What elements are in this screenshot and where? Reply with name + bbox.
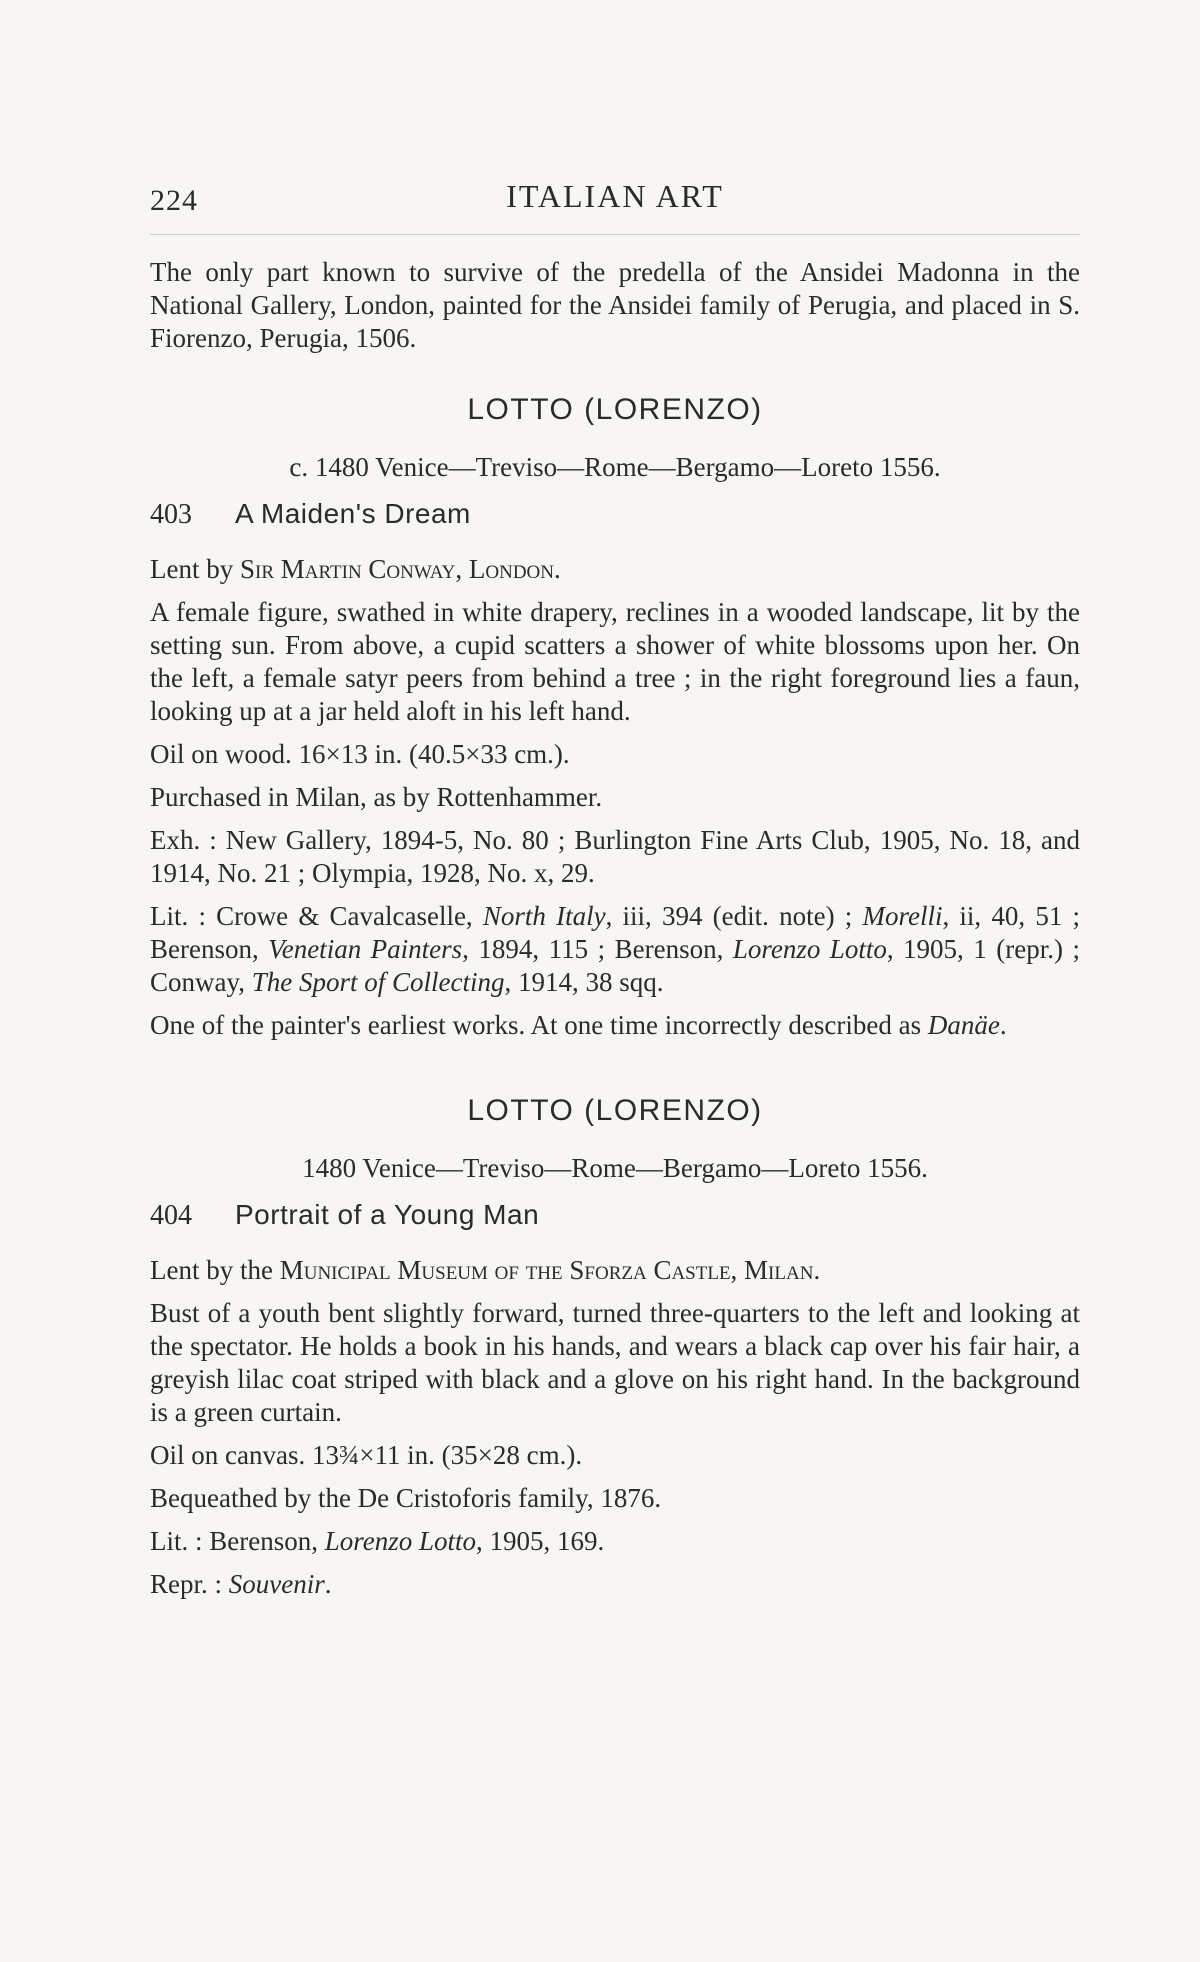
artist-dates: 1480 Venice—Treviso—Rome—Bergamo—Loreto 1556.: [302, 1153, 928, 1183]
page-body: [150, 256, 1080, 1611]
exhibitions: Exh. : New Gallery, 1894-5, No. 80 ; Burlington Fine Arts Club, 1905, No. 18, and 1914, No. 21 ; Olympia, 1928, No. x, 29.: [150, 825, 1080, 888]
artist-heading: LOTTO (LORENZO): [467, 393, 763, 426]
note: One of the painter's earliest works. At one time incorrectly described as Danäe.: [150, 1010, 1007, 1040]
provenance: Purchased in Milan, as by Rottenhammer.: [150, 782, 603, 812]
literature: Lit. : Berenson, Lorenzo Lotto, 1905, 169.: [150, 1526, 605, 1556]
medium-dimensions: Oil on wood. 16×13 in. (40.5×33 cm.).: [150, 739, 570, 769]
catalogue-section: [150, 393, 1080, 1042]
lender-line: Lent by Sir Martin Conway, London.: [150, 554, 561, 584]
artist-dates: c. 1480 Venice—Treviso—Rome—Bergamo—Loreto 1556.: [289, 452, 941, 482]
lender-line: Lent by the Municipal Museum of the Sforza Castle, Milan.: [150, 1255, 821, 1285]
provenance: Bequeathed by the De Cristoforis family, 1876.: [150, 1483, 662, 1513]
header-rule: [150, 234, 1080, 235]
entry-number: 404: [150, 1200, 192, 1231]
entry-heading: [150, 498, 1080, 531]
catalogue-section: [150, 1094, 1080, 1601]
entry-title: A Maiden's Dream: [235, 498, 471, 529]
entry-heading: [150, 1199, 1080, 1232]
artist-heading: LOTTO (LORENZO): [467, 1094, 763, 1127]
entry-title: Portrait of a Young Man: [235, 1199, 540, 1230]
intro-paragraph: The only part known to survive of the predella of the Ansidei Madonna in the National Gallery, London, painted for the Ansidei family of Perugia, and placed in S. Fiorenzo, Perugia, 1506.: [150, 257, 1080, 353]
medium-dimensions: Oil on canvas. 13¾×11 in. (35×28 cm.).: [150, 1440, 583, 1470]
reproduction: Repr. : Souvenir.: [150, 1569, 332, 1599]
entry-number: 403: [150, 499, 192, 530]
description: A female figure, swathed in white drapery, reclines in a wooded landscape, lit by the setting sun. From above, a cupid scatters a shower of white blossoms upon her. On the left, a female satyr peers from behind a tree ; in the right foreground lies a faun, looking up at a jar held aloft in his left hand.: [150, 597, 1080, 726]
page-header: [150, 172, 1080, 222]
lender-name: Sir Martin Conway, London: [239, 554, 554, 584]
literature: Lit. : Crowe & Cavalcaselle, North Italy, iii, 394 (edit. note) ; Morelli, ii, 40, 51 ; Berenson, Venetian Painters, 1894, 115 ; Berenson, Lorenzo Lotto, 1905, 1 (repr.) ; Conway, The Sport of Collecting, 1914, 38 sqq.: [150, 901, 1081, 997]
running-title: ITALIAN ART: [506, 178, 724, 214]
lender-name: Municipal Museum of the Sforza Castle, Milan: [279, 1255, 814, 1285]
page-number: 224: [150, 184, 198, 217]
description: Bust of a youth bent slightly forward, turned three-quarters to the left and looking at the spectator. He holds a book in his hands, and wears a black cap over his fair hair, a greyish lilac coat striped with black and a glove on his right hand. In the background is a green curtain.: [150, 1298, 1080, 1427]
